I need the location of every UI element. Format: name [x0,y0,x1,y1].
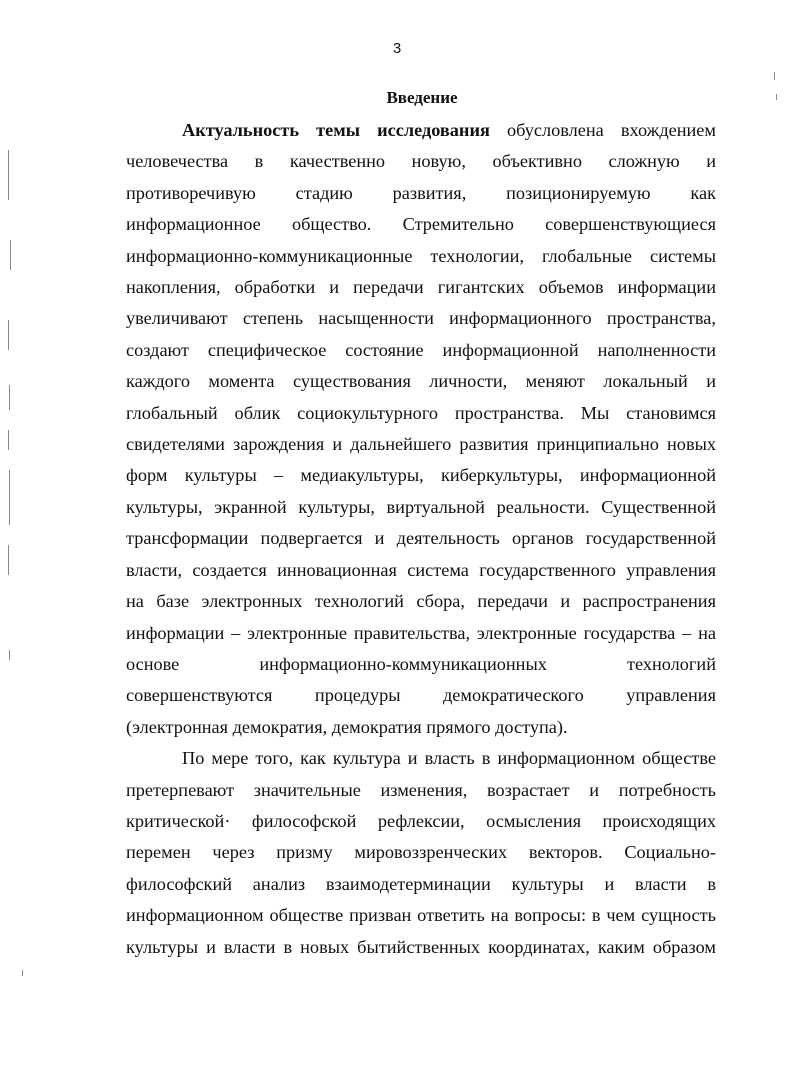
scan-mark [8,430,9,450]
scan-mark [9,650,10,660]
page-number: 3 [392,40,402,57]
scan-mark [22,970,23,976]
scan-mark [9,385,10,410]
text-line: Актуальность темы исследования обусловлена вхождением [182,120,716,140]
text-line: накопления, обработки и передачи гигантских объемов информации [126,277,716,298]
text-line: увеличивают степень насыщенности информационного пространства, [126,308,716,329]
body-text [126,115,716,963]
text-line: культуры и власти в новых бытийственных координатах, каким образом [126,936,716,957]
text-line: создают специфическое состояние информационной наполненности [126,339,716,360]
text-line: информационное общество. Стремительно совершенствующиеся [126,214,716,235]
paragraph-relevance [126,115,716,743]
text-line: философский анализ взаимодетерминации культуры и власти в [126,873,716,894]
text-line: По мере того, как культура и власть в информационном обществе [182,748,716,769]
scan-mark [8,150,9,200]
section-heading: Введение [386,88,458,107]
scan-mark [9,470,10,525]
text-line: информации – электронные правительства, электронные государства – на [126,622,716,643]
left-margin-scan-marks [0,0,40,1089]
text-line: трансформации подвергается и деятельность органов государственной [126,528,716,549]
relevance-lead: Актуальность темы исследования [182,120,490,140]
text-line: человечества в качественно новую, объективно сложную и [126,151,716,172]
text-line: претерпевают значительные изменения, возрастает и потребность [126,779,716,800]
text-line: культуры, экранной культуры, виртуальной реальности. Существенной [126,496,716,517]
scan-mark [10,240,11,270]
paragraph-analysis [126,743,716,963]
scan-mark [8,320,9,350]
scan-mark [8,545,9,575]
text-line: совершенствуются процедуры демократического управления [126,685,716,706]
text-line: информационном обществе призван ответить на вопросы: в чем сущность [126,905,716,926]
text-line: на базе электронных технологий сбора, передачи и распространения [126,591,716,612]
text-line: глобальный облик социокультурного пространства. Мы становимся [126,402,716,423]
scan-mark [774,72,775,80]
text-line: свидетелями зарождения и дальнейшего развития принципиально новых [126,434,716,455]
text-line: противоречивую стадию развития, позиционируемую как [126,182,716,203]
text-line: каждого момента существования личности, меняют локальный и [126,371,716,392]
text-line: основе информационно-коммуникационных технологий [126,653,716,674]
text-line: форм культуры – медиакультуры, киберкультуры, информационной [126,465,716,486]
text-line: информационно-коммуникационные технологии, глобальные системы [126,245,716,266]
text-line: власти, создается инновационная система государственного управления [126,559,716,580]
text-line: перемен через призму мировоззренческих векторов. Социально- [126,842,716,863]
text-line: (электронная демократия, демократия прямого доступа). [126,716,568,737]
text-line: критической· философской рефлексии, осмысления происходящих [126,810,716,831]
